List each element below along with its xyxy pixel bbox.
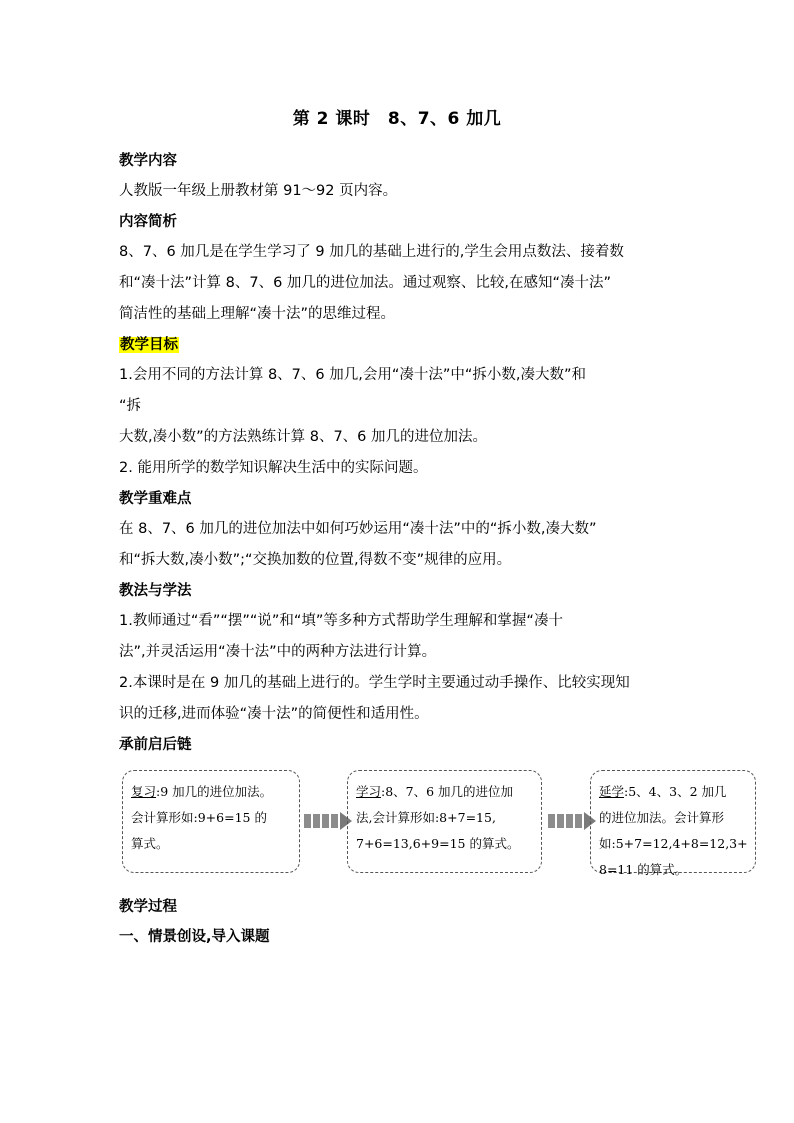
chain-diagram <box>119 762 748 892</box>
arrow-right-icon <box>304 813 352 829</box>
box-label: 复习 <box>131 784 157 799</box>
box-line: 的进位加法。会计算形 <box>599 810 725 825</box>
box-label: 延学 <box>599 784 625 799</box>
heading-content-analysis: 内容简析 <box>119 214 177 230</box>
text-line: 2.本课时是在 9 加几的基础上进行的。学生学时主要通过动手操作、比较实现知 <box>119 675 630 691</box>
text-line: 8、7、6 加几是在学生学习了 9 加几的基础上进行的,学生会用点数法、接着数 <box>119 244 624 260</box>
heading-teaching-content: 教学内容 <box>119 153 177 169</box>
box-line-rest: :9 加几的进位加法。 <box>156 784 273 799</box>
highlighted-heading-text: 教学目标 <box>120 337 178 353</box>
text-line: 2. 能用所学的数学知识解决生活中的实际问题。 <box>119 460 428 476</box>
text-line: 人教版一年级上册教材第 91～92 页内容。 <box>119 183 398 199</box>
box-line: 法,会计算形如:8+7=15, <box>356 810 496 825</box>
box-line <box>131 779 295 805</box>
study-box <box>347 770 542 873</box>
subheading-scene: 一、情景创设,导入课题 <box>119 929 270 945</box>
box-line: 7+6=13,6+9=15 的算式。 <box>356 836 520 851</box>
text-line: 1.会用不同的方法计算 8、7、6 加几,会用“凑十法”中“拆小数,凑大数”和 <box>119 367 586 383</box>
heading-teaching-goals <box>119 330 689 360</box>
text-line: 识的迁移,进而体验“凑十法”的简便性和适用性。 <box>119 706 429 722</box>
heading-teaching-process: 教学过程 <box>119 899 177 915</box>
text-line: 1.教师通过“看”“摆”“说”和“填”等多种方式帮助学生理解和掌握“凑十 <box>119 613 563 629</box>
arrow-right-icon <box>548 813 596 829</box>
text-line: 法”,并灵活运用“凑十法”中的两种方法进行计算。 <box>119 644 437 660</box>
box-label: 学习 <box>356 784 382 799</box>
box-line: 会计算形如:9+6=15 的 <box>131 810 267 825</box>
heading-chain: 承前启后链 <box>119 737 192 753</box>
box-line <box>356 779 537 805</box>
box-line-rest: :8、7、6 加几的进位加 <box>381 784 514 799</box>
box-line <box>599 779 751 805</box>
lesson-title: 第 2 课时 8、7、6 加几 <box>292 109 502 129</box>
box-line: 8=11 的算式。 <box>599 862 688 877</box>
box-line: 如:5+7=12,4+8=12,3+ <box>599 836 748 851</box>
text-line: “拆 <box>119 398 142 414</box>
text-line: 在 8、7、6 加几的进位加法中如何巧妙运用“凑十法”中的“拆小数,凑大数” <box>119 521 597 537</box>
text-line: 大数,凑小数”的方法熟练计算 8、7、6 加几的进位加法。 <box>119 429 488 445</box>
heading-methods: 教法与学法 <box>119 583 192 599</box>
extension-box <box>590 770 756 877</box>
text-line: 和“拆大数,凑小数”;“交换加数的位置,得数不变”规律的应用。 <box>119 552 512 568</box>
text-line: 简洁性的基础上理解“凑十法”的思维过程。 <box>119 306 396 322</box>
review-box <box>122 770 300 873</box>
text-line: 和“凑十法”计算 8、7、6 加几的进位加法。通过观察、比较,在感知“凑十法” <box>119 275 612 291</box>
heading-key-points: 教学重难点 <box>119 491 192 507</box>
document-body <box>119 146 748 952</box>
box-line-rest: :5、4、3、2 加几 <box>624 784 727 799</box>
box-line: 算式。 <box>131 836 169 851</box>
